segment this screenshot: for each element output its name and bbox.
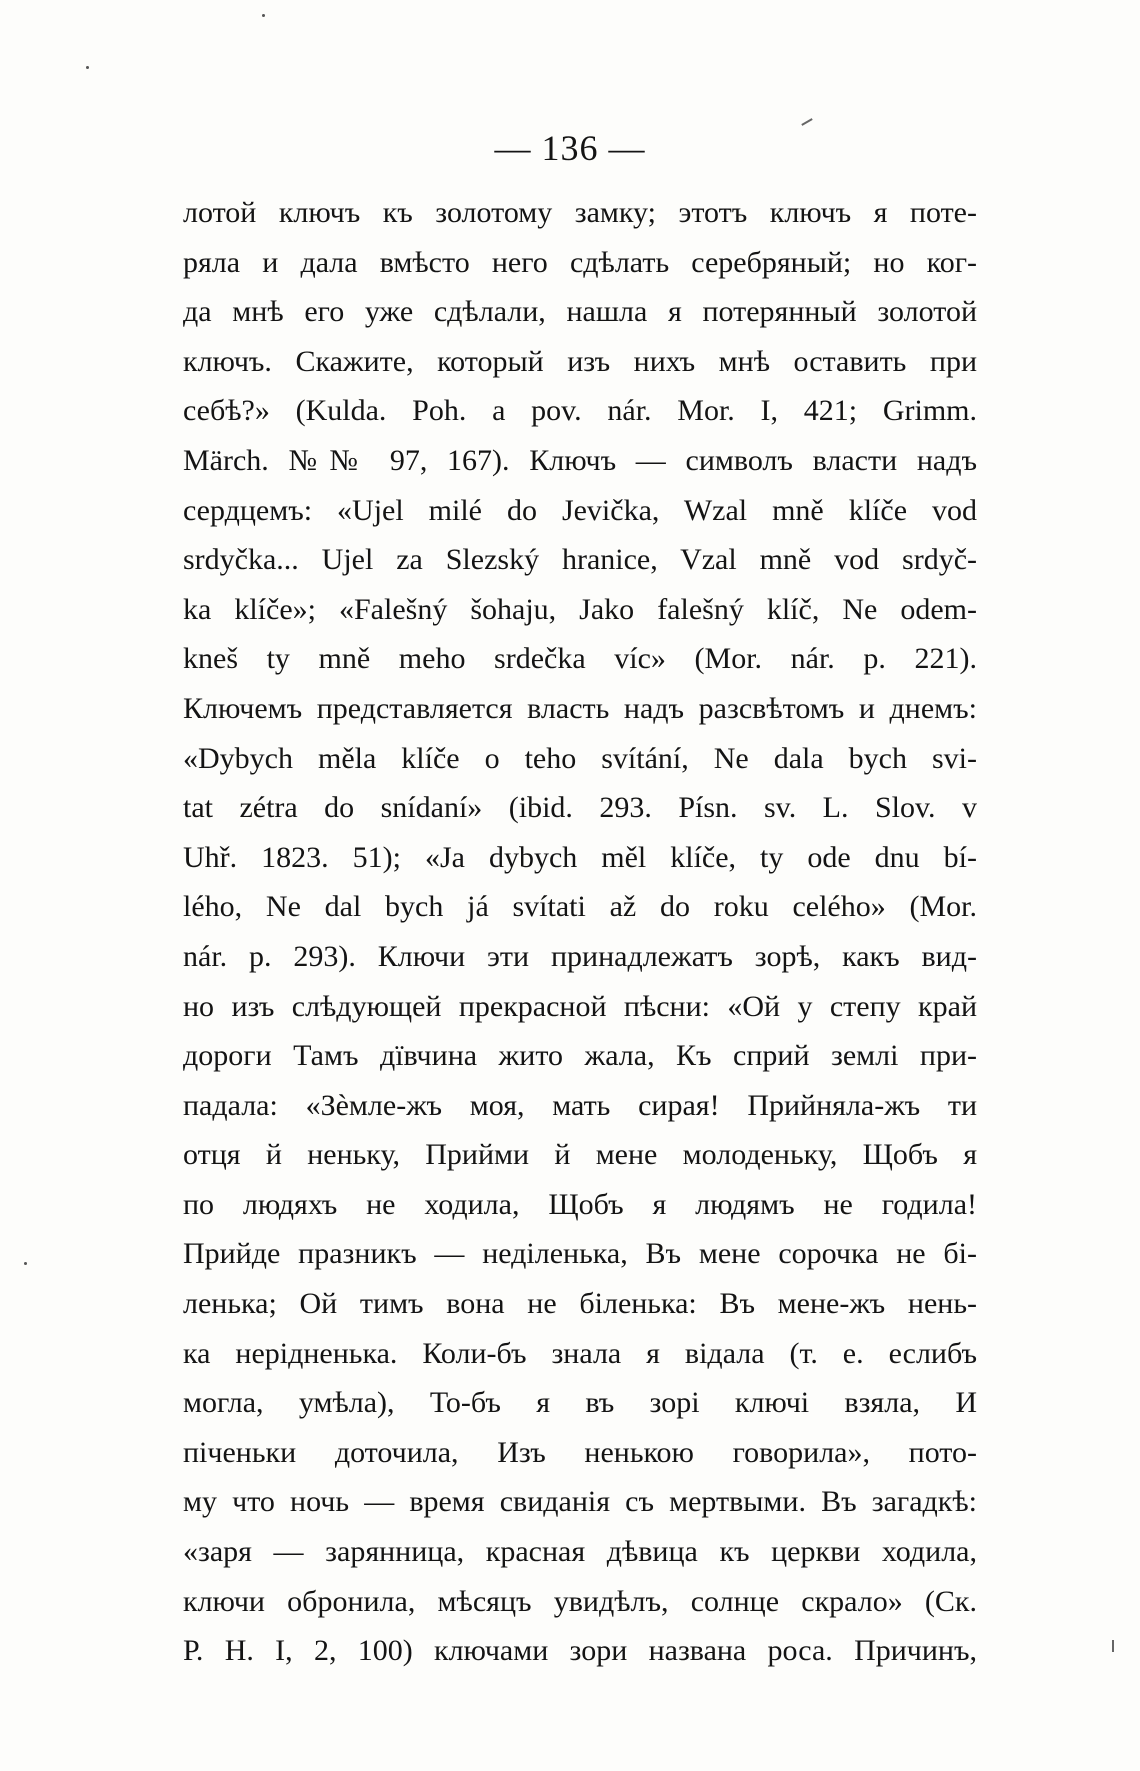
text-line: но изъ слѣдующей прекрасной пѣсни: «Ой у степу край — [183, 989, 977, 1023]
print-speck — [24, 1262, 27, 1265]
text-line: да мнѣ его уже сдѣлали, нашла я потерянный золотой — [183, 295, 977, 329]
print-speck — [262, 14, 265, 17]
text-line: ключи обронила, мѣсяцъ увидѣлъ, солнце скрало» (Ск. — [183, 1584, 977, 1618]
text-line: srdyčka... Ujel za Slezský hranice, Vzal mně vod srdyč- — [183, 543, 977, 577]
text-line: отця й неньку, Прийми й мене молоденьку, Щобъ я — [183, 1138, 977, 1172]
body-text — [183, 188, 977, 1676]
print-mark — [1112, 1640, 1114, 1652]
text-line: ряла и дала вмѣсто него сдѣлать серебряный; но ког- — [183, 245, 977, 279]
text-line: піченьки доточила, Изъ ненькою говорила», пото- — [183, 1435, 977, 1469]
text-line: лотой ключъ къ золотому замку; этотъ ключъ я поте- — [183, 196, 977, 229]
text-line: дороги Тамъ дївчина жито жала, Къ сприй землі при- — [183, 1039, 977, 1073]
text-line: по людяхъ не ходила, Щобъ я людямъ не годила! — [183, 1187, 977, 1221]
text-line: Прийде празникъ — неділенька, Въ мене сорочка не бі- — [183, 1237, 977, 1271]
text-line: падала: «Зѐмле-жъ моя, мать сирая! Прийняла-жъ ти — [183, 1088, 977, 1122]
text-line: себѣ?» (Kulda. Poh. a pov. nár. Mor. I, 421; Grimm. — [183, 394, 977, 428]
text-line: Ключемъ представляется власть надъ разсвѣтомъ и днемъ: — [183, 691, 977, 725]
text-line: lého, Ne dal bych já svítati až do roku celého» (Mor. — [183, 890, 977, 924]
text-line: «Dybych měla klíče o teho svítání, Ne dala bych svi- — [183, 741, 977, 775]
text-line: Märch. №№ 97, 167). Ключъ — символъ власти надъ — [183, 443, 977, 477]
text-line: могла, умѣла), То-бъ я въ зорі ключі взяла, И — [183, 1386, 977, 1420]
page-number: — 136 — — [494, 128, 646, 168]
text-line: сердцемъ: «Ujel milé do Jevička, Wzal mně klíče vod — [183, 493, 977, 527]
text-line: kneš ty mně meho srdečka víc» (Mor. nár. p. 221). — [183, 642, 977, 676]
text-line: «заря — зарянница, красная дѣвица къ церкви ходила, — [183, 1535, 977, 1569]
text-line: ленька; Ой тимъ вона не біленька: Въ мене-жъ нень- — [183, 1287, 977, 1321]
text-line: ka klíče»; «Falešný šohaju, Jako falešný klíč, Ne odem- — [183, 592, 977, 626]
text-line: Uhř. 1823. 51); «Ja dybych měl klíče, ty ode dnu bí- — [183, 840, 977, 874]
print-speck — [86, 66, 89, 69]
text-line: nár. p. 293). Ключи эти принадлежатъ зорѣ, какъ вид- — [183, 939, 977, 973]
text-line: му что ночь — время свиданія съ мертвыми. Въ загадкѣ: — [183, 1485, 977, 1519]
text-line: tat zétra do snídaní» (ibid. 293. Písn. sv. L. Slov. v — [183, 791, 977, 825]
print-mark — [801, 118, 812, 126]
text-line: ключъ. Скажите, который изъ нихъ мнѣ оставить при — [183, 344, 977, 378]
text-line: ка нерідненька. Коли-бъ знала я відала (т. е. еслибъ — [183, 1336, 977, 1370]
text-line: Р. Н. I, 2, 100) ключами зори названа роса. Причинъ, — [183, 1634, 977, 1668]
